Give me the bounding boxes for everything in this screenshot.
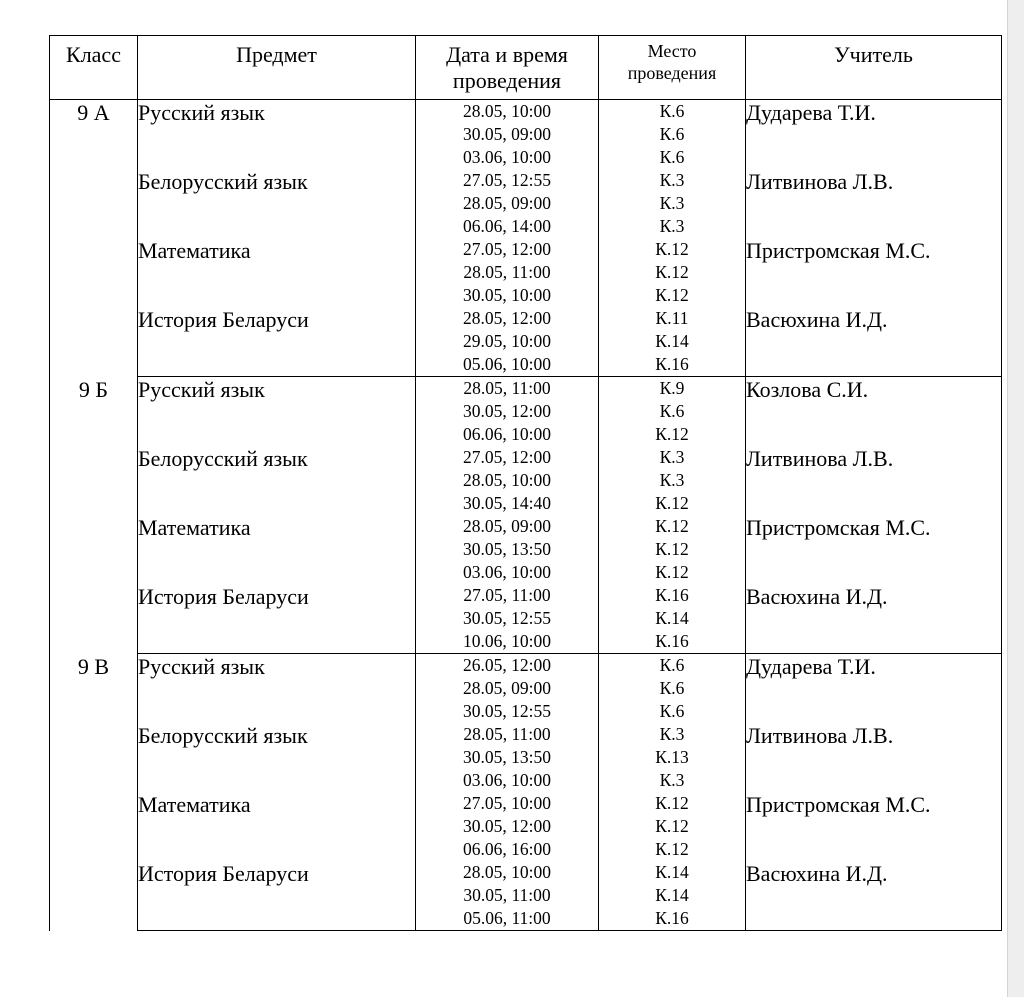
header-subject: Предмет xyxy=(138,36,416,100)
place-line: К.14 xyxy=(655,331,689,351)
teacher-cell: Васюхина И.Д. xyxy=(746,861,1002,931)
datetime-line: 28.05, 10:00 xyxy=(463,101,551,121)
datetime-line: 28.05, 12:00 xyxy=(463,308,551,328)
table-row xyxy=(50,446,1002,515)
datetime-cell xyxy=(416,792,599,861)
subject-cell: Русский язык xyxy=(138,377,416,447)
datetime-line: 26.05, 12:00 xyxy=(463,655,551,675)
place-line: К.6 xyxy=(659,701,685,721)
header-place-line2: проведения xyxy=(627,63,717,83)
subject-cell: Математика xyxy=(138,238,416,307)
place-line: К.12 xyxy=(655,839,689,859)
datetime-cell xyxy=(416,861,599,931)
datetime-line: 03.06, 10:00 xyxy=(463,147,551,167)
subject-cell: Математика xyxy=(138,792,416,861)
datetime-line: 27.05, 12:00 xyxy=(463,447,551,467)
place-line: К.12 xyxy=(655,816,689,836)
datetime-line: 27.05, 12:00 xyxy=(463,239,551,259)
place-cell xyxy=(599,100,746,170)
place-line: К.12 xyxy=(655,493,689,513)
datetime-cell xyxy=(416,169,599,238)
teacher-cell: Литвинова Л.В. xyxy=(746,169,1002,238)
datetime-line: 30.05, 10:00 xyxy=(463,285,551,305)
place-line: К.3 xyxy=(659,216,685,236)
place-line: К.16 xyxy=(655,585,689,605)
header-class: Класс xyxy=(50,36,138,100)
place-line: К.14 xyxy=(655,608,689,628)
datetime-cell xyxy=(416,377,599,447)
table-row xyxy=(50,723,1002,792)
table-row xyxy=(50,169,1002,238)
datetime-cell xyxy=(416,723,599,792)
subject-cell: История Беларуси xyxy=(138,584,416,654)
place-cell xyxy=(599,861,746,931)
teacher-cell: Дударева Т.И. xyxy=(746,100,1002,170)
place-line: К.13 xyxy=(655,747,689,767)
place-cell xyxy=(599,654,746,724)
place-line: К.3 xyxy=(659,470,685,490)
place-line: К.12 xyxy=(655,424,689,444)
teacher-cell: Васюхина И.Д. xyxy=(746,584,1002,654)
header-place-line1: Место xyxy=(647,41,697,61)
subject-cell: Белорусский язык xyxy=(138,723,416,792)
class-cell: 9 А xyxy=(50,100,138,377)
place-line: К.16 xyxy=(655,631,689,651)
datetime-line: 30.05, 12:55 xyxy=(463,701,551,721)
place-line: К.12 xyxy=(655,562,689,582)
place-line: К.6 xyxy=(659,655,685,675)
datetime-line: 28.05, 11:00 xyxy=(463,262,551,282)
table-row xyxy=(50,377,1002,447)
table-row xyxy=(50,238,1002,307)
teacher-cell: Козлова С.И. xyxy=(746,377,1002,447)
teacher-cell: Литвинова Л.В. xyxy=(746,446,1002,515)
table-row xyxy=(50,654,1002,724)
datetime-line: 28.05, 09:00 xyxy=(463,516,551,536)
datetime-line: 28.05, 09:00 xyxy=(463,678,551,698)
place-line: К.6 xyxy=(659,124,685,144)
subject-cell: История Беларуси xyxy=(138,307,416,377)
datetime-cell xyxy=(416,654,599,724)
datetime-line: 27.05, 12:55 xyxy=(463,170,551,190)
datetime-line: 10.06, 10:00 xyxy=(463,631,551,651)
place-line: К.16 xyxy=(655,908,689,928)
place-line: К.14 xyxy=(655,862,689,882)
place-line: К.3 xyxy=(659,724,685,744)
teacher-cell: Пристромская М.С. xyxy=(746,792,1002,861)
header-datetime xyxy=(416,36,599,100)
schedule-body xyxy=(50,100,1002,931)
place-cell xyxy=(599,446,746,515)
table-row xyxy=(50,100,1002,170)
place-cell xyxy=(599,584,746,654)
datetime-line: 03.06, 10:00 xyxy=(463,562,551,582)
table-row xyxy=(50,515,1002,584)
place-cell xyxy=(599,792,746,861)
teacher-cell: Васюхина И.Д. xyxy=(746,307,1002,377)
datetime-line: 29.05, 10:00 xyxy=(463,331,551,351)
datetime-line: 28.05, 10:00 xyxy=(463,862,551,882)
datetime-line: 28.05, 09:00 xyxy=(463,193,551,213)
place-line: К.12 xyxy=(655,539,689,559)
subject-cell: История Беларуси xyxy=(138,861,416,931)
teacher-cell: Литвинова Л.В. xyxy=(746,723,1002,792)
datetime-line: 30.05, 12:00 xyxy=(463,816,551,836)
place-line: К.16 xyxy=(655,354,689,374)
header-row xyxy=(50,36,1002,100)
teacher-cell: Пристромская М.С. xyxy=(746,515,1002,584)
subject-cell: Математика xyxy=(138,515,416,584)
place-line: К.12 xyxy=(655,793,689,813)
place-cell xyxy=(599,238,746,307)
place-line: К.9 xyxy=(659,378,685,398)
place-line: К.14 xyxy=(655,885,689,905)
class-cell: 9 Б xyxy=(50,377,138,654)
place-cell xyxy=(599,307,746,377)
datetime-line: 06.06, 10:00 xyxy=(463,424,551,444)
place-line: К.6 xyxy=(659,147,685,167)
datetime-line: 30.05, 11:00 xyxy=(463,885,551,905)
datetime-line: 03.06, 10:00 xyxy=(463,770,551,790)
datetime-line: 30.05, 13:50 xyxy=(463,539,551,559)
place-line: К.6 xyxy=(659,101,685,121)
place-cell xyxy=(599,377,746,447)
datetime-line: 06.06, 14:00 xyxy=(463,216,551,236)
datetime-line: 30.05, 14:40 xyxy=(463,493,551,513)
datetime-cell xyxy=(416,238,599,307)
place-line: К.12 xyxy=(655,239,689,259)
place-line: К.12 xyxy=(655,285,689,305)
datetime-line: 28.05, 11:00 xyxy=(463,378,551,398)
datetime-line: 30.05, 09:00 xyxy=(463,124,551,144)
datetime-cell xyxy=(416,446,599,515)
place-cell xyxy=(599,169,746,238)
datetime-cell xyxy=(416,584,599,654)
datetime-line: 27.05, 10:00 xyxy=(463,793,551,813)
table-row xyxy=(50,861,1002,931)
place-line: К.6 xyxy=(659,678,685,698)
table-row xyxy=(50,307,1002,377)
datetime-cell xyxy=(416,307,599,377)
datetime-cell xyxy=(416,100,599,170)
place-line: К.3 xyxy=(659,170,685,190)
datetime-line: 27.05, 11:00 xyxy=(463,585,551,605)
datetime-line: 05.06, 10:00 xyxy=(463,354,551,374)
header-teacher: Учитель xyxy=(746,36,1002,100)
place-line: К.6 xyxy=(659,401,685,421)
place-line: К.3 xyxy=(659,447,685,467)
datetime-line: 30.05, 13:50 xyxy=(463,747,551,767)
exam-schedule-table xyxy=(49,35,1002,931)
place-line: К.12 xyxy=(655,516,689,536)
place-cell xyxy=(599,515,746,584)
teacher-cell: Дударева Т.И. xyxy=(746,654,1002,724)
datetime-line: 06.06, 16:00 xyxy=(463,839,551,859)
teacher-cell: Пристромская М.С. xyxy=(746,238,1002,307)
page-edge-scrollbar xyxy=(1007,0,1024,997)
datetime-line: 28.05, 11:00 xyxy=(463,724,551,744)
datetime-line: 30.05, 12:55 xyxy=(463,608,551,628)
table-row xyxy=(50,584,1002,654)
place-cell xyxy=(599,723,746,792)
header-datetime-line2: проведения xyxy=(452,68,562,93)
place-line: К.3 xyxy=(659,770,685,790)
datetime-line: 05.06, 11:00 xyxy=(463,908,551,928)
datetime-line: 30.05, 12:00 xyxy=(463,401,551,421)
header-place xyxy=(599,36,746,100)
subject-cell: Русский язык xyxy=(138,100,416,170)
table-row xyxy=(50,792,1002,861)
place-line: К.12 xyxy=(655,262,689,282)
subject-cell: Белорусский язык xyxy=(138,169,416,238)
class-cell: 9 В xyxy=(50,654,138,931)
datetime-line: 28.05, 10:00 xyxy=(463,470,551,490)
place-line: К.3 xyxy=(659,193,685,213)
subject-cell: Русский язык xyxy=(138,654,416,724)
header-datetime-line1: Дата и время xyxy=(446,42,568,67)
datetime-cell xyxy=(416,515,599,584)
subject-cell: Белорусский язык xyxy=(138,446,416,515)
place-line: К.11 xyxy=(655,308,689,328)
